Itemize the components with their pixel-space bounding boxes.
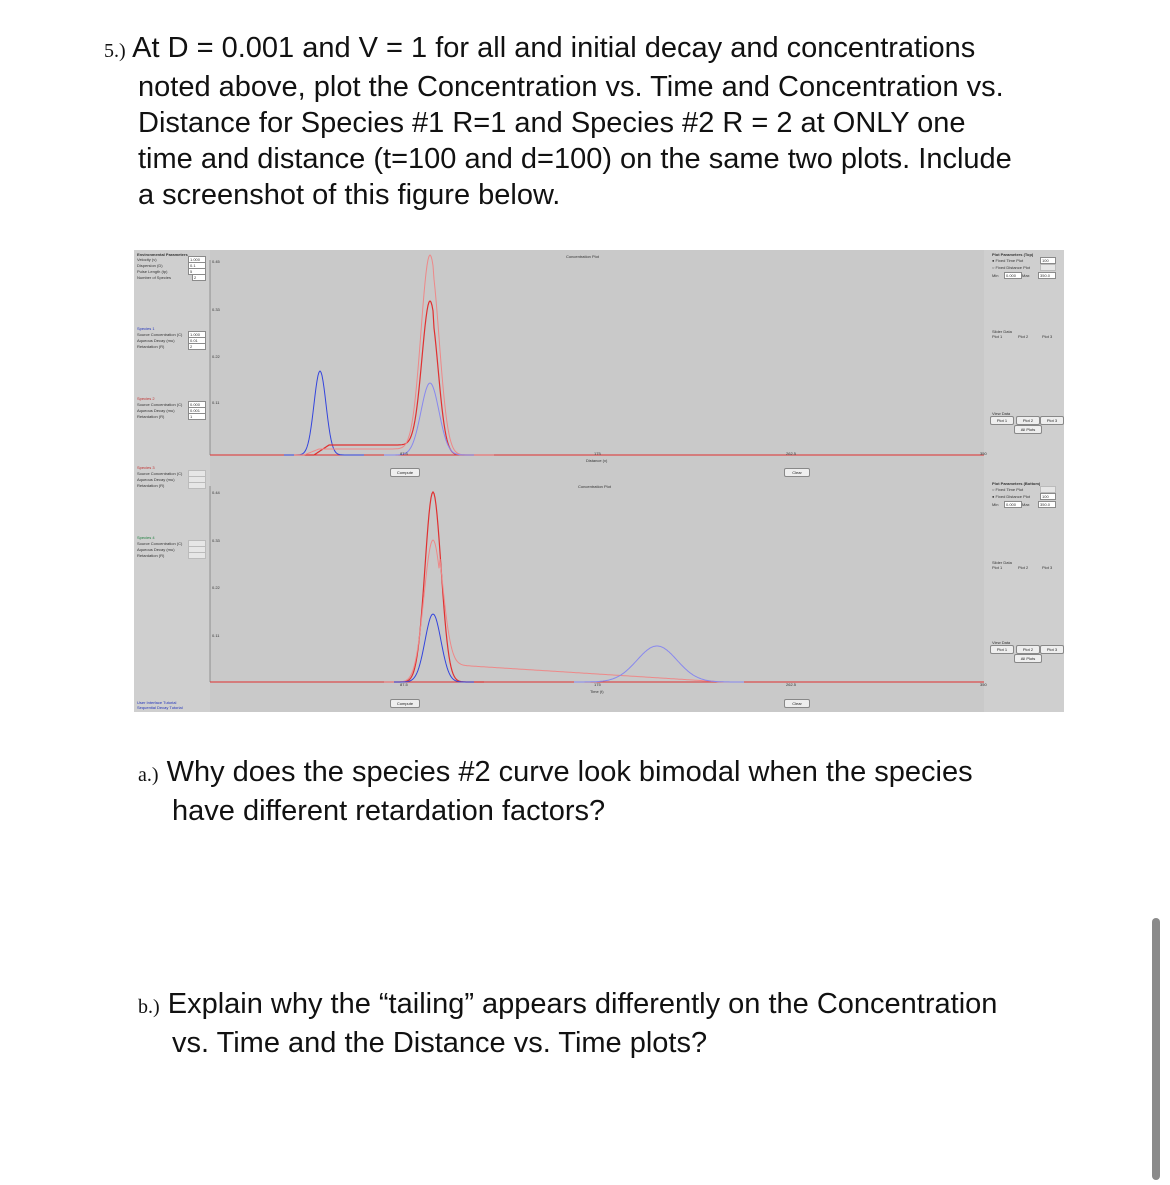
bottom-species-2-curve	[384, 492, 484, 682]
bottom-all-plots-button[interactable]: All Plots	[1014, 654, 1042, 663]
species-4-retard-input[interactable]	[188, 552, 206, 559]
species-3-decay-label: Aqueous Decay (mu)	[137, 477, 175, 482]
species-1-retard-label: Retardation (R)	[137, 344, 165, 349]
top-plot-area	[210, 254, 984, 460]
top-slider-plot-2[interactable]: Plot 2	[1018, 334, 1029, 339]
bottom-y-tick-4: 0.11	[212, 633, 220, 638]
bottom-view-title: View Data	[992, 640, 1011, 645]
top-slider-title: Slider Data	[992, 329, 1012, 334]
top-plot-params-title: Plot Parameters (Top)	[992, 252, 1034, 257]
bottom-plot-params-title: Plot Parameters (Bottom)	[992, 481, 1041, 486]
species-1-conc-input[interactable]: 1.000	[188, 331, 206, 338]
top-compute-button[interactable]: Compute	[390, 468, 420, 477]
bottom-species-1-retarded-curve	[574, 646, 744, 682]
bottom-fixed-distance-input[interactable]: 100	[1040, 493, 1056, 500]
bottom-max-input[interactable]: 350.0	[1038, 501, 1056, 508]
bottom-view-plot-1-button[interactable]: Plot 1	[990, 645, 1014, 654]
bottom-view-plot-3-button[interactable]: Plot 3	[1040, 645, 1064, 654]
species-1-decay-input[interactable]: 0.01	[188, 337, 206, 344]
species-1-conc-label: Source Concentration (C)	[137, 332, 183, 337]
species-3-conc-label: Source Concentration (C)	[137, 471, 183, 476]
question-a	[138, 754, 1088, 829]
top-view-plot-2-button[interactable]: Plot 2	[1016, 416, 1040, 425]
top-fixed-time-radio[interactable]: ● Fixed Time Plot	[992, 258, 1024, 263]
species-3-retard-label: Retardation (R)	[137, 483, 165, 488]
species-2-retard-input[interactable]: 1	[188, 413, 206, 420]
species-3-title: Species 3	[137, 465, 155, 470]
top-x-label: Distance (x)	[586, 458, 608, 463]
top-x-tick-4: 350	[980, 451, 987, 456]
question-5	[104, 30, 1114, 213]
question-a-line-1: a.) Why does the species #2 curve look bimodal when the species	[138, 756, 973, 788]
bottom-slider-title: Slider Data	[992, 560, 1012, 565]
top-x-tick-2: 175	[594, 451, 601, 456]
bottom-slider-plot-2[interactable]: Plot 2	[1018, 565, 1029, 570]
bottom-y-tick-3: 0.22	[212, 585, 220, 590]
bottom-max-label: Max	[1022, 502, 1030, 507]
species-2-conc-label: Source Concentration (C)	[137, 402, 183, 407]
question-a-number: a.)	[138, 764, 159, 786]
top-x-tick-1: 87.5	[400, 451, 408, 456]
bottom-fixed-time-input[interactable]	[1040, 486, 1056, 493]
ui-tutorial-link[interactable]: User Interface Tutorial	[137, 700, 177, 705]
species-2-title: Species 2	[137, 396, 155, 401]
question-a-line-2: have different retardation factors?	[172, 795, 606, 827]
bottom-clear-button[interactable]: Clear	[784, 699, 810, 708]
question-5-line-2: noted above, plot the Concentration vs. Time and Concentration vs.	[138, 71, 1004, 103]
top-x-tick-3: 262.5	[786, 451, 797, 456]
top-max-label: Max	[1022, 273, 1030, 278]
top-fixed-distance-radio[interactable]: ○ Fixed Distance Plot	[992, 265, 1030, 270]
bottom-compute-button[interactable]: Compute	[390, 699, 420, 708]
question-5-number: 5.)	[104, 40, 126, 62]
bottom-x-tick-2: 175	[594, 682, 601, 687]
top-y-tick-1: 0.45	[212, 259, 220, 264]
plots-canvas	[134, 250, 1064, 712]
question-5-line-4: time and distance (t=100 and d=100) on the same two plots. Include	[138, 143, 1012, 175]
question-b-line-1: b.) Explain why the “tailing” appears differently on the Concentration	[138, 988, 998, 1020]
num-species-select[interactable]: 2	[192, 274, 206, 281]
top-plot-title: Concentration Plot	[566, 254, 599, 259]
question-5-line-1: 5.) At D = 0.001 and V = 1 for all and initial decay and concentrations	[104, 32, 976, 64]
bottom-x-tick-1: 87.5	[400, 682, 408, 687]
top-y-tick-3: 0.22	[212, 354, 220, 359]
vertical-scrollbar[interactable]	[1152, 918, 1160, 1180]
dispersion-label: Dispersion (D)	[137, 263, 163, 268]
top-all-plots-button[interactable]: All Plots	[1014, 425, 1042, 434]
top-view-title: View Data	[992, 411, 1011, 416]
bottom-x-label: Time (t)	[590, 689, 604, 694]
simulation-screenshot	[134, 250, 1064, 712]
top-y-tick-4: 0.11	[212, 400, 220, 405]
species-4-decay-label: Aqueous Decay (mu)	[137, 547, 175, 552]
species-4-title: Species 4	[137, 535, 155, 540]
species-4-conc-label: Source Concentration (C)	[137, 541, 183, 546]
species-2-decay-label: Aqueous Decay (mu)	[137, 408, 175, 413]
num-species-label: Number of Species	[137, 275, 172, 280]
velocity-label: Velocity (v)	[137, 257, 157, 262]
top-view-plot-1-button[interactable]: Plot 1	[990, 416, 1014, 425]
velocity-input[interactable]: 1.000	[188, 256, 206, 263]
bottom-fixed-time-radio[interactable]: ○ Fixed Time Plot	[992, 487, 1024, 492]
decay-tutorial-link[interactable]: Sequential Decay Tutorial	[137, 705, 183, 710]
dispersion-input[interactable]: 0.1	[188, 262, 206, 269]
top-min-input[interactable]: 0.000	[1004, 272, 1022, 279]
bottom-plot-title: Concentration Plot	[578, 484, 611, 489]
question-5-line-3: Distance for Species #1 R=1 and Species #2 R = 2 at ONLY one	[138, 107, 966, 139]
top-fixed-time-input[interactable]: 100	[1040, 257, 1056, 264]
species-1-decay-label: Aqueous Decay (mu)	[137, 338, 175, 343]
top-slider-plot-1[interactable]: Plot 1	[992, 334, 1003, 339]
bottom-y-tick-1: 0.44	[212, 490, 220, 495]
env-params-title: Environmental Parameters	[137, 252, 188, 257]
question-b-line-2: vs. Time and the Distance vs. Time plots?	[172, 1027, 708, 1059]
bottom-view-plot-2-button[interactable]: Plot 2	[1016, 645, 1040, 654]
species-4-retard-label: Retardation (R)	[137, 553, 165, 558]
species-3-retard-input[interactable]	[188, 482, 206, 489]
bottom-species-1-curve	[394, 614, 474, 682]
species-2-retard-label: Retardation (R)	[137, 414, 165, 419]
species-2-conc-input[interactable]: 0.000	[188, 401, 206, 408]
bottom-slider-plot-3[interactable]: Plot 3	[1042, 565, 1053, 570]
top-clear-button[interactable]: Clear	[784, 468, 810, 477]
bottom-slider-plot-1[interactable]: Plot 1	[992, 565, 1003, 570]
bottom-y-tick-2: 0.33	[212, 538, 220, 543]
bottom-min-label: Min	[992, 502, 999, 507]
top-view-plot-3-button[interactable]: Plot 3	[1040, 416, 1064, 425]
pulse-length-input[interactable]: 5	[188, 268, 206, 275]
top-max-input[interactable]: 350.0	[1038, 272, 1056, 279]
top-fixed-distance-input[interactable]	[1040, 264, 1056, 271]
bottom-fixed-distance-radio[interactable]: ● Fixed Distance Plot	[992, 494, 1030, 499]
pulse-length-label: Pulse Length (tp)	[137, 269, 168, 274]
species-1-retard-input[interactable]: 2	[188, 343, 206, 350]
question-b-number: b.)	[138, 996, 160, 1018]
bottom-species-2-total-curve	[384, 540, 734, 682]
top-slider-plot-3[interactable]: Plot 3	[1042, 334, 1053, 339]
species-1-title: Species 1	[137, 326, 155, 331]
question-b	[138, 986, 1118, 1061]
bottom-x-tick-4: 350	[980, 682, 987, 687]
bottom-min-input[interactable]: 0.000	[1004, 501, 1022, 508]
top-y-tick-2: 0.33	[212, 307, 220, 312]
top-min-label: Min	[992, 273, 999, 278]
question-5-line-5: a screenshot of this figure below.	[138, 179, 561, 211]
species-2-decay-input[interactable]: 0.001	[188, 407, 206, 414]
bottom-x-tick-3: 262.5	[786, 682, 797, 687]
